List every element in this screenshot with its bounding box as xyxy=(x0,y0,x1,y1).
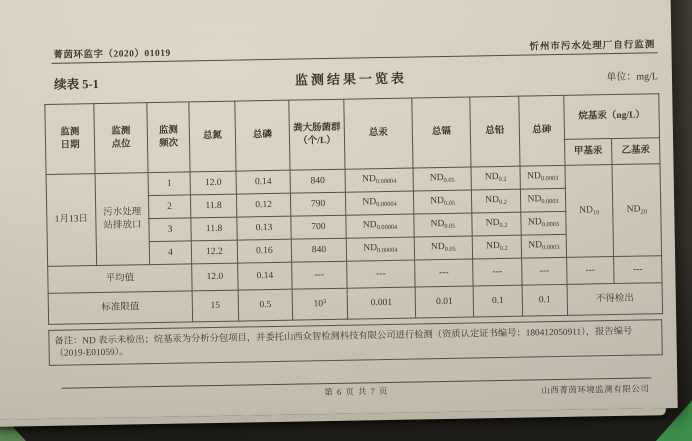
project-title: 忻州市污水处理厂自行监测 xyxy=(529,40,656,53)
nd-label: ND xyxy=(527,171,541,182)
limit-pb-value: 0.1 xyxy=(473,285,523,317)
tp-value: 0.12 xyxy=(236,193,290,217)
hg-nd-value xyxy=(346,237,414,261)
limit-cd-value: 0.01 xyxy=(415,286,474,318)
nd-label: ND xyxy=(527,194,542,205)
cd-nd-value xyxy=(413,167,471,191)
freq-value: 1 xyxy=(148,172,190,196)
pb-nd-value xyxy=(472,235,521,259)
nd-label: ND xyxy=(430,219,445,230)
col-header-frequency-label: 监测频次 xyxy=(158,125,179,149)
col-header-total-nitrogen: 总氮 xyxy=(189,101,236,172)
limit-alkyl-value: 不得检出 xyxy=(567,283,663,316)
nd-label: ND xyxy=(485,218,500,229)
as-nd-value xyxy=(520,165,565,189)
nd-detection-limit: 0.00004 xyxy=(377,247,398,255)
limit-as-value: 0.1 xyxy=(522,284,568,316)
tp-value: 0.14 xyxy=(236,170,290,194)
cd-nd-value xyxy=(414,236,472,260)
col-header-site xyxy=(94,103,148,174)
avg-ethyl-dash: --- xyxy=(614,256,662,284)
hg-nd-value xyxy=(345,168,413,192)
coliform-value: 840 xyxy=(291,238,346,262)
limit-coliform-value xyxy=(292,288,348,320)
nd-label: ND xyxy=(362,174,376,185)
page-footer xyxy=(61,377,651,405)
nd-detection-limit: 0.0003 xyxy=(540,175,559,183)
methyl-nd-value xyxy=(565,165,614,258)
nd-label: ND xyxy=(429,173,444,184)
as-nd-value xyxy=(521,211,566,235)
nd-label: ND xyxy=(626,204,641,215)
nd-detection-limit: 0.2 xyxy=(499,245,508,253)
company-name: 山西菁茵环境监测有限公司 xyxy=(541,383,650,396)
nd-detection-limit: 0.05 xyxy=(443,177,455,185)
limit-tn-value: 15 xyxy=(192,290,239,322)
nd-label: ND xyxy=(527,217,542,228)
nd-detection-limit: 0.0003 xyxy=(541,198,559,206)
nd-label: ND xyxy=(528,240,543,251)
site-value xyxy=(95,173,150,266)
tn-value: 12.0 xyxy=(190,171,236,195)
as-nd-value xyxy=(521,234,566,258)
cd-nd-value xyxy=(414,213,472,237)
col-header-frequency xyxy=(147,102,190,173)
nd-detection-limit: 0.2 xyxy=(499,222,508,230)
table-label: 续表 5-1 xyxy=(53,77,99,92)
tn-value: 12.2 xyxy=(191,240,237,264)
col-header-total-mercury: 总汞 xyxy=(344,98,413,169)
avg-tn-value: 12.0 xyxy=(192,263,238,291)
fecal-coliform-name: 粪大肠菌群 xyxy=(292,122,341,134)
nd-label: ND xyxy=(430,196,445,207)
col-header-ethyl-mercury: 乙基汞 xyxy=(612,138,660,165)
col-header-total-lead: 总铅 xyxy=(470,96,520,167)
nd-detection-limit: 0.05 xyxy=(444,223,456,231)
page-header xyxy=(43,36,658,93)
nd-label: ND xyxy=(363,243,378,254)
ethyl-nd-value xyxy=(612,164,662,257)
col-header-methyl-mercury: 甲基汞 xyxy=(565,139,612,166)
col-header-fecal-coliform xyxy=(289,99,345,170)
col-header-total-arsenic: 总砷 xyxy=(519,95,565,166)
site-value-label: 污水处理站排放口 xyxy=(103,206,142,231)
tn-value: 11.8 xyxy=(191,217,237,241)
nd-detection-limit: 0.00004 xyxy=(376,224,398,232)
nd-detection-limit: 0.0003 xyxy=(542,244,560,252)
nd-label: ND xyxy=(362,197,377,208)
coliform-value: 790 xyxy=(290,192,345,216)
pb-nd-value xyxy=(471,189,520,213)
tn-value: 11.8 xyxy=(190,194,236,218)
nd-detection-limit: 0.2 xyxy=(498,176,507,184)
col-header-alkyl-mercury: 烷基汞（ng/L） xyxy=(564,94,660,140)
nd-label: ND xyxy=(362,220,377,231)
page-title: 监测结果一览表 xyxy=(294,70,408,88)
avg-tp-value: 0.14 xyxy=(238,262,292,290)
freq-value: 2 xyxy=(148,195,190,219)
nd-detection-limit: 0.05 xyxy=(443,200,456,208)
title-row xyxy=(44,63,658,93)
nd-detection-limit: 0.0003 xyxy=(541,221,560,229)
average-label: 平均值 xyxy=(48,264,192,294)
monitoring-results-table xyxy=(44,93,663,325)
nd-detection-limit: 10 xyxy=(592,209,600,217)
pb-nd-value xyxy=(471,166,520,190)
coliform-value: 700 xyxy=(291,215,346,239)
nd-detection-limit: 0.05 xyxy=(444,246,456,254)
coliform-value: 840 xyxy=(290,169,345,193)
cd-nd-value xyxy=(413,190,471,214)
nd-label: ND xyxy=(485,241,500,252)
hg-nd-value xyxy=(346,214,414,238)
fecal-coliform-unit: （个/L） xyxy=(298,135,336,147)
avg-pb-dash: --- xyxy=(473,258,522,286)
limit-coliform-exponent: 3 xyxy=(322,297,327,305)
unit-label: 单位：mg/L xyxy=(606,71,659,84)
col-header-date xyxy=(45,104,95,175)
document-number: 菁茵环监字（2020）01019 xyxy=(53,48,171,61)
nd-detection-limit: 0.2 xyxy=(498,199,507,207)
tp-value: 0.13 xyxy=(237,216,291,240)
remark-box xyxy=(48,319,663,366)
nd-label: ND xyxy=(484,172,499,183)
col-header-total-phosphorus: 总磷 xyxy=(235,100,290,171)
nd-label: ND xyxy=(430,242,445,253)
avg-hg-dash: --- xyxy=(347,260,415,288)
avg-cd-dash: --- xyxy=(415,259,473,287)
limit-tp-value: 0.5 xyxy=(238,289,293,321)
nd-label: ND xyxy=(579,205,594,216)
col-header-total-cadmium: 总镉 xyxy=(412,97,471,168)
date-value: 1月13日 xyxy=(46,174,97,267)
page-number: 第 6 页 共 7 页 xyxy=(324,385,389,398)
limit-label: 标准限值 xyxy=(48,291,193,325)
avg-as-dash: --- xyxy=(522,257,567,285)
nd-detection-limit: 20 xyxy=(640,208,647,216)
limit-hg-value: 0.001 xyxy=(347,287,416,319)
nd-detection-limit: 0.00004 xyxy=(376,201,397,209)
hg-nd-value xyxy=(345,191,413,215)
nd-label: ND xyxy=(485,195,500,206)
avg-methyl-dash: --- xyxy=(567,257,614,285)
col-header-date-label: 监测日期 xyxy=(60,127,80,151)
as-nd-value xyxy=(520,188,565,212)
remark-text: 备注：ND 表示未检出；烷基汞为分析分包项目，并委托山西众智检测科技有限公司进行检测（资质认定证书编号：180412050911），报告编号（2019-E01059）。 xyxy=(54,326,633,359)
footer-line xyxy=(61,378,651,405)
tp-value: 0.16 xyxy=(237,239,291,263)
limit-coliform-base: 10 xyxy=(313,298,324,309)
avg-coliform-dash: --- xyxy=(292,261,347,289)
col-header-site-label: 监测点位 xyxy=(111,126,131,150)
freq-value: 3 xyxy=(149,218,191,242)
pb-nd-value xyxy=(472,212,521,236)
nd-detection-limit: 0.00004 xyxy=(375,178,397,186)
freq-value: 4 xyxy=(149,241,191,265)
